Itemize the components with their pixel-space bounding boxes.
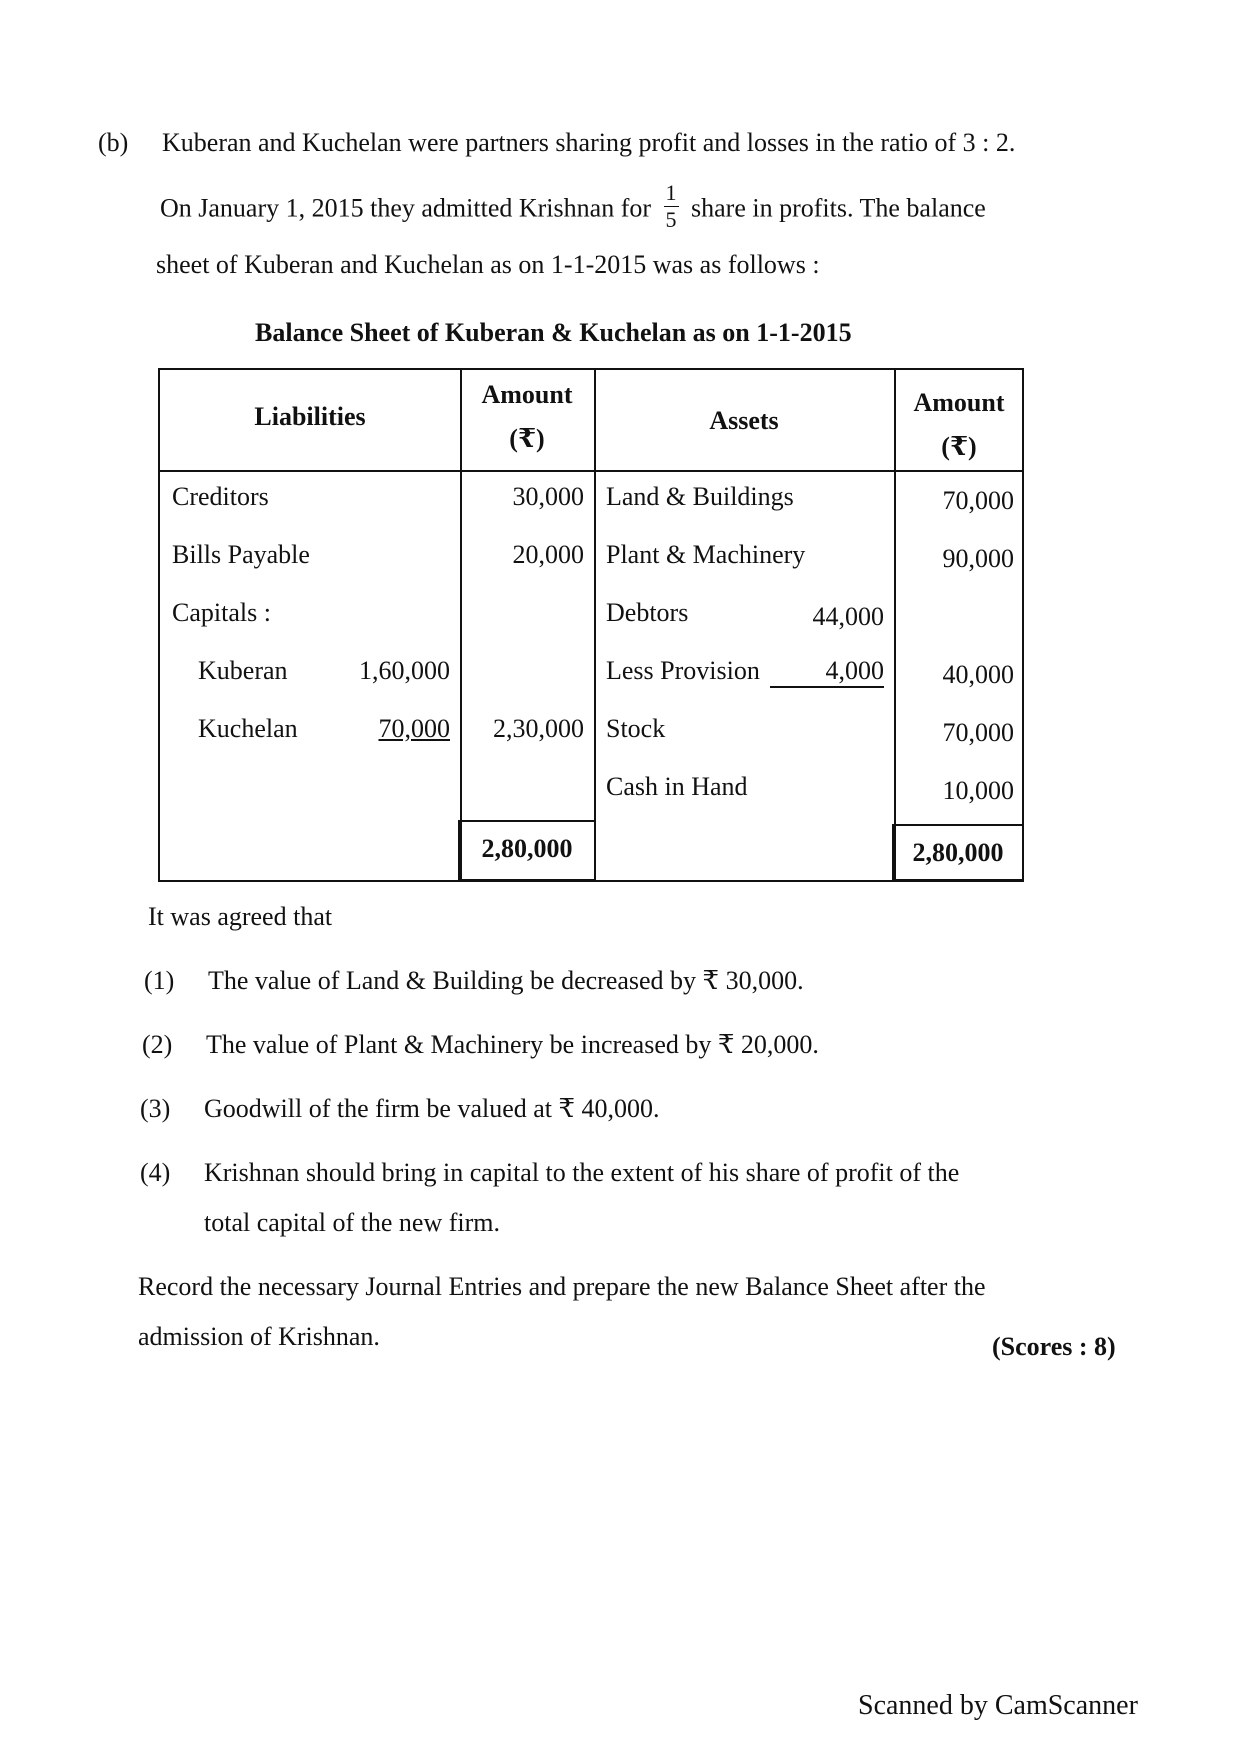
share-fraction (664, 182, 679, 231)
intro-line-2 (160, 180, 986, 235)
intro-line-1: Kuberan and Kuchelan were partners sharing profit and losses in the ratio of 3 : 2. (162, 128, 1016, 157)
capitals-total: 2,30,000 (493, 714, 584, 743)
agreement-item-text: Goodwill of the firm be valued at ₹ 40,000. (204, 1094, 660, 1123)
total-assets: 2,80,000 (892, 824, 1024, 882)
scanner-watermark: Scanned by CamScanner (858, 1690, 1138, 1721)
liability-bills-payable: Bills Payable (172, 540, 310, 569)
header-amount-right: Amount (913, 388, 1005, 417)
agreement-item-text: The value of Plant & Machinery be increased by ₹ 20,000. (206, 1030, 819, 1059)
capital-kuberan: Kuberan (198, 656, 288, 685)
asset-debtors-sub: 44,000 (812, 602, 884, 631)
asset-land-buildings: Land & Buildings (606, 482, 794, 511)
asset-land-buildings-amount: 70,000 (942, 486, 1014, 515)
agreement-item-text: Krishnan should bring in capital to the extent of his share of profit of the (204, 1158, 960, 1187)
asset-stock: Stock (606, 714, 666, 743)
scores-label: (Scores : 8) (992, 1332, 1116, 1361)
balance-sheet-table (158, 368, 1024, 882)
balance-sheet-title: Balance Sheet of Kuberan & Kuchelan as on 1-1-2015 (255, 318, 852, 347)
capital-kuchelan: Kuchelan (198, 714, 298, 743)
asset-plant-machinery: Plant & Machinery (606, 540, 806, 569)
agreement-item-number: (4) (140, 1158, 171, 1187)
asset-debtors: Debtors (606, 598, 689, 627)
instruction-line-1: Record the necessary Journal Entries and prepare the new Balance Sheet after the (138, 1272, 986, 1301)
question-label: (b) (98, 128, 129, 157)
header-divider (160, 470, 1022, 472)
divider-amount-assets (594, 370, 596, 880)
intro-line-3: sheet of Kuberan and Kuchelan as on 1-1-2015 was as follows : (156, 250, 820, 279)
intro-line-2-before: On January 1, 2015 they admitted Krishnan for (160, 193, 652, 223)
asset-less-provision-sub: 4,000 (770, 656, 884, 688)
liability-capitals: Capitals : (172, 598, 271, 627)
agreement-item-number: (3) (140, 1094, 171, 1123)
asset-cash-in-hand: Cash in Hand (606, 772, 748, 801)
asset-debtors-net-amount: 40,000 (942, 660, 1014, 689)
header-amount-left-unit: (₹) (509, 424, 545, 453)
header-amount-left: Amount (481, 380, 573, 409)
header-liabilities: Liabilities (254, 402, 366, 431)
header-assets: Assets (709, 406, 779, 435)
agreement-item-text: The value of Land & Building be decreased by ₹ 30,000. (208, 966, 804, 995)
asset-cash-in-hand-amount: 10,000 (942, 776, 1014, 805)
liability-bills-payable-amount: 20,000 (512, 540, 584, 569)
asset-less-provision: Less Provision (606, 656, 760, 685)
capital-kuberan-value: 1,60,000 (359, 656, 450, 685)
agreement-item-number: (1) (144, 966, 175, 995)
agreement-item-number: (2) (142, 1030, 173, 1059)
fraction-denominator: 5 (665, 207, 677, 232)
asset-stock-amount: 70,000 (942, 718, 1014, 747)
intro-line-2-after: share in profits. The balance (691, 193, 986, 223)
agreement-item-text-continued: total capital of the new firm. (204, 1208, 501, 1237)
liability-creditors: Creditors (172, 482, 269, 511)
agreement-intro: It was agreed that (148, 902, 333, 931)
header-amount-right-unit: (₹) (941, 432, 977, 461)
liability-creditors-amount: 30,000 (512, 482, 584, 511)
instruction-line-2: admission of Krishnan. (138, 1322, 380, 1351)
fraction-numerator: 1 (665, 180, 677, 205)
capital-kuchelan-value: 70,000 (378, 714, 450, 743)
total-liabilities: 2,80,000 (458, 820, 596, 882)
asset-plant-machinery-amount: 90,000 (942, 544, 1014, 573)
